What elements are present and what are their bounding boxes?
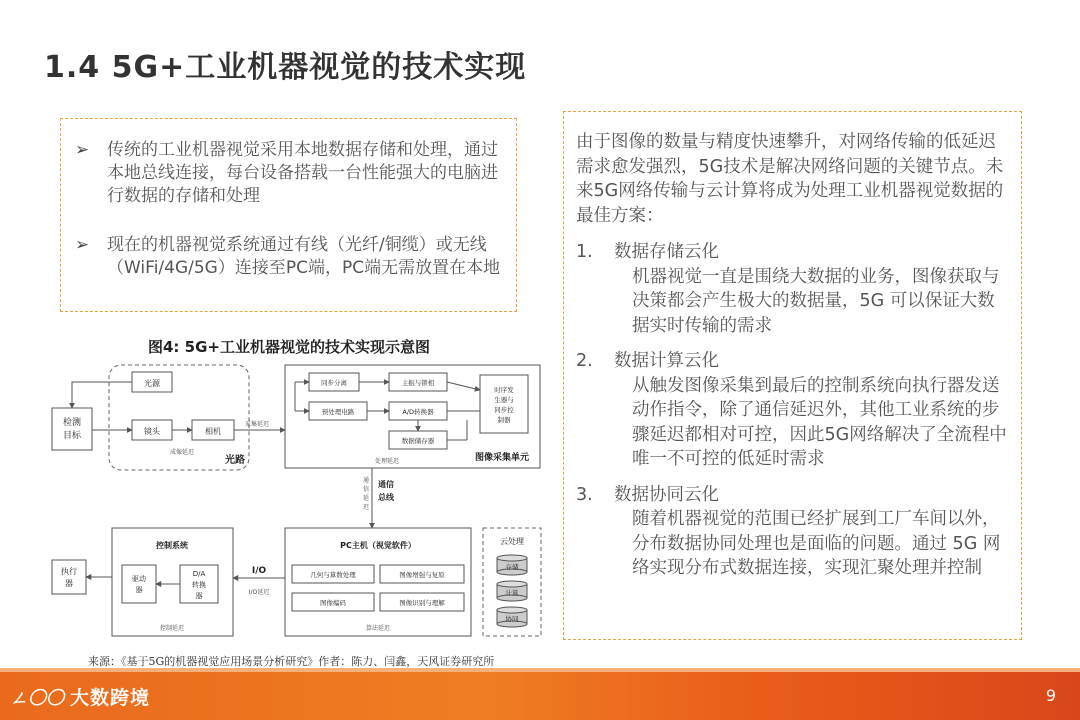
comm-delay-label-1: 通 [363, 477, 370, 484]
item-heading: 数据协同云化 [614, 484, 719, 505]
da-label-2: 转换 [192, 581, 206, 589]
left-bullet-box [60, 118, 517, 312]
logo-mark-icon: ㄥ〇〇 [10, 687, 64, 709]
brand-logo [10, 683, 150, 710]
bullet-text: 传统的工业机器视觉采用本地数据存储和处理，通过本地总线连接，每台设备搭载一台性能强大的电脑进行数据的存储和处理 [107, 140, 498, 206]
target-label: 检测 [62, 418, 82, 428]
encode-label: 图像编码 [320, 599, 346, 607]
bullet-item-1 [71, 139, 511, 208]
item-body: 机器视觉一直是围绕大数据的业务，图像获取与决策都会产生极大的数据量，5G 可以保证大数据实时传输的需求 [632, 266, 1000, 336]
cloud-label: 云处理 [500, 537, 524, 546]
storage-label: 存储 [505, 563, 519, 571]
lens-label: 镜头 [144, 427, 160, 436]
io-label: I/O [251, 566, 267, 576]
algo-delay-label: 算法延迟 [365, 625, 391, 632]
preprocess-label: 预处理电路 [321, 408, 355, 416]
collab-label: 协同 [505, 615, 519, 623]
arrow-bullet-icon: ➢ [75, 235, 90, 255]
main-lock-label: 主振与锁相 [401, 379, 435, 387]
bullet-text: 现在的机器视觉系统通过有线（光纤/铜缆）或无线（WiFi/4G/5G）连接至PC端，PC端无需放置在本地 [107, 235, 501, 278]
io-delay-label: I/O延迟 [248, 589, 270, 596]
item-number: 1. [576, 242, 593, 262]
acquisition-unit-label: 图像采集单元 [474, 453, 530, 463]
list-item [576, 240, 1007, 338]
target-box [52, 408, 92, 450]
item-number: 2. [576, 351, 593, 371]
comm-delay-label-2: 信 [363, 486, 370, 493]
ad-converter-label: A/D转换器 [402, 408, 434, 416]
comm-bus-label-1: 通信 [378, 480, 394, 489]
collab-cylinder [497, 607, 527, 627]
item-heading: 数据存储云化 [614, 242, 719, 262]
item-body: 从触发图像采集到最后的控制系统向执行器发送动作指令，除了通信延迟外，其他工业系统的步骤延迟都相对可控，因此5G网络解决了全流程中唯一不可控的低延时需求 [632, 375, 1007, 469]
control-delay-label: 控制延迟 [159, 625, 185, 632]
sync-split-label: 同步分离 [321, 379, 347, 387]
data-store-label: 数据储存器 [401, 437, 435, 445]
intro-paragraph: 由于图像的数量与精度快速攀升，对网络传输的低延迟需求愈发强烈，5G技术是解决网络问题的关键节点。未来5G网络传输与云计算将成为处理工业机器视觉数据的最佳方案： [576, 132, 1004, 226]
recognize-label: 图像识别与理解 [399, 599, 445, 607]
compute-cylinder [497, 581, 527, 601]
page-number: 9 [1045, 686, 1056, 705]
bullet-item-2 [71, 234, 511, 280]
optical-path-label: 光路 [225, 455, 245, 466]
comm-bus-label-2: 总线 [378, 493, 394, 502]
capture-delay-label: 采集延迟 [244, 421, 270, 428]
item-body: 随着机器视觉的范围已经扩展到工厂车间以外，分布数据协同处理也是面临的问题。通过 5G 网络实现分布式数据连接，实现汇聚处理并控制 [632, 509, 1001, 578]
driver-label-2: 器 [135, 586, 143, 594]
da-label-3: 器 [195, 592, 203, 600]
driver-label-1: 驱动 [132, 575, 146, 583]
timing-label-3: 同步控 [494, 406, 514, 414]
right-text-box [563, 111, 1022, 640]
timing-label-1: 时序发 [494, 386, 514, 394]
storage-cylinder [497, 555, 527, 575]
list-item [576, 349, 1007, 472]
timing-label-2: 生器与 [494, 396, 514, 404]
logo-text: 大数跨境 [70, 687, 151, 709]
actuator-label-2: 器 [65, 579, 73, 588]
timing-controller-box [480, 375, 528, 433]
comm-delay-label-4: 迟 [363, 504, 370, 511]
arrow-bullet-icon: ➢ [75, 140, 90, 160]
footer-bar [0, 672, 1080, 720]
imaging-delay-label: 成像延迟 [169, 449, 195, 456]
geometry-label: 几何与算数处理 [310, 571, 356, 579]
target-label-2: 目标 [62, 431, 82, 441]
comm-delay-label-3: 延 [363, 495, 370, 502]
timing-label-4: 制器 [497, 416, 511, 424]
list-item [576, 483, 1007, 581]
figure-caption: 图4: 5G+工业机器视觉的技术实现示意图 [148, 338, 430, 356]
actuator-box [52, 560, 86, 594]
compute-label: 计算 [505, 589, 519, 597]
actuator-label-1: 执行 [61, 567, 77, 576]
source-note: 来源：《基于5G的机器视觉应用场景分析研究》作者：陈力、闫鑫，天风证券研究所 [88, 655, 495, 668]
process-delay-label: 处理延迟 [374, 458, 400, 465]
light-source-label: 光源 [144, 379, 160, 388]
da-label-1: D/A [192, 570, 206, 578]
pc-host-label: PC主机（视觉软件） [340, 541, 416, 550]
camera-label: 相机 [205, 427, 221, 436]
machine-vision-diagram [47, 360, 547, 650]
driver-box [122, 565, 156, 603]
control-system-label: 控制系统 [156, 541, 188, 550]
item-number: 3. [576, 484, 593, 505]
page-title: 1.4 5G+工业机器视觉的技术实现 [44, 50, 527, 85]
enhance-label: 图像增强与复原 [399, 571, 445, 579]
item-heading: 数据计算云化 [614, 351, 719, 371]
